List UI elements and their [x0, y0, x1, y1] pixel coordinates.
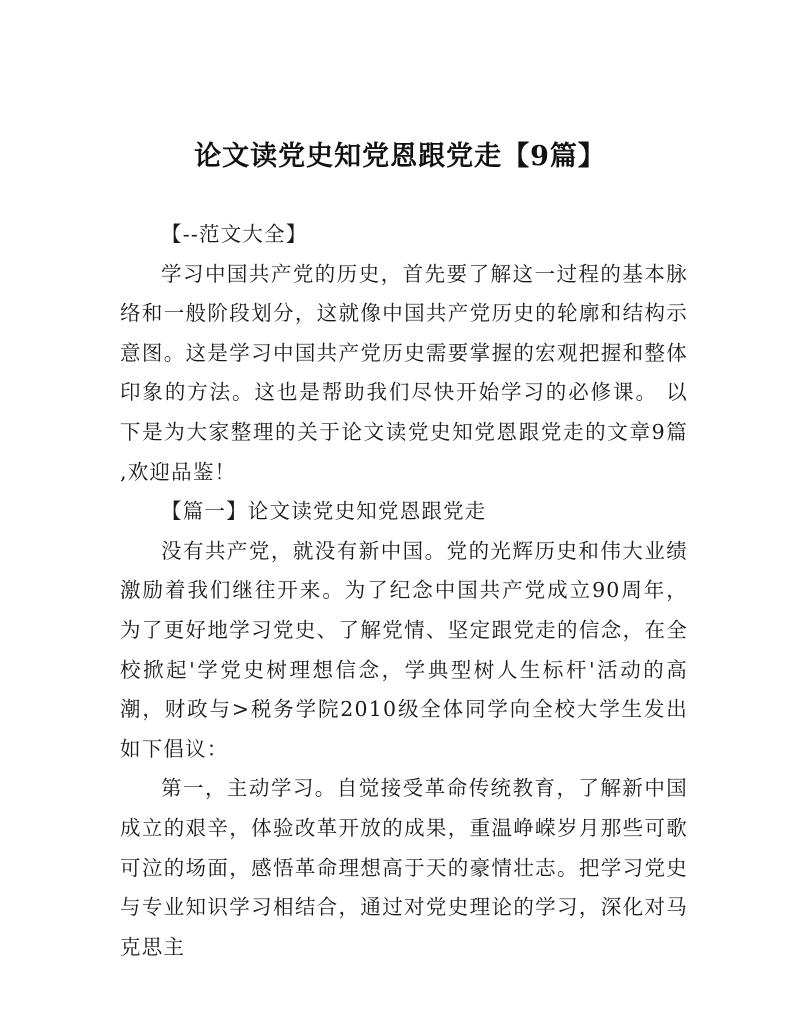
section-heading: 【篇一】论文读党史知党恩跟党走: [161, 499, 487, 524]
intro-paragraph: 学习中国共产党的历史，首先要了解这一过程的基本脉络和一般阶段划分，这就像中国共产党历史的轮廓和结构示意图。这是学习中国共产党历史需要掌握的宏观把握和整体印象的方法。这也是帮助我们尽快开始学习的必修课。 以下是为大家整理的关于论文读党史知党恩跟党走的文章9篇 ,欢迎品鉴！: [120, 261, 688, 484]
document-title: 论文读党史知党恩跟党走【9篇】: [194, 141, 606, 172]
category-tag: 【--范文大全】: [161, 222, 308, 246]
body-paragraph: 第一，主动学习。自觉接受革命传统教育，了解新中国成立的艰辛，体验改革开放的成果，重温峥嵘岁月那些可歌可泣的场面，感悟革命理想高于天的豪情壮志。把学习党史与专业知识学习相结合，通过对党史理论的学习，深化对马克思主: [120, 776, 688, 959]
document-body: [120, 215, 688, 967]
body-paragraph: 没有共产党，就没有新中国。党的光辉历史和伟大业绩激励着我们继往开来。为了纪念中国共产党成立90周年，为了更好地学习党史、了解党情、坚定跟党走的信念，在全校掀起'学党史树理想信念，学典型树人生标杆'活动的高潮，财政与>税务学院2010级全体同学向全校大学生发出如下倡议：: [120, 538, 688, 761]
